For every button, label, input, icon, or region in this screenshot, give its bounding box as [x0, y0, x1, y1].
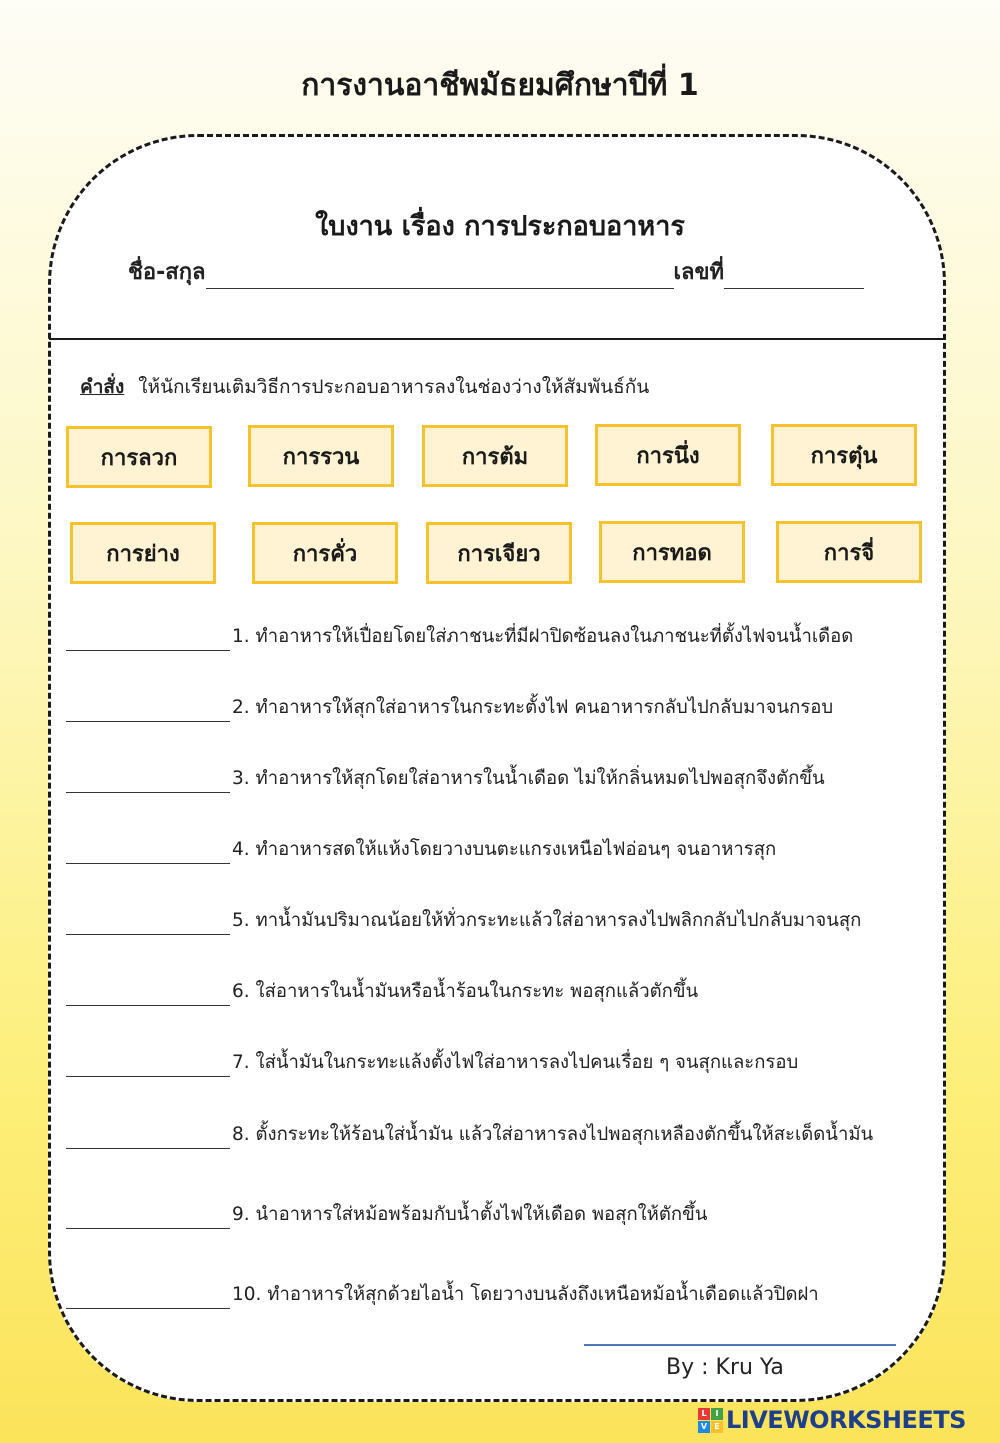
question-text: 10. ทำอาหารให้สุกด้วยไอน้ำ โดยวางบนลังถึงเหนือหม้อน้ำเดือดแล้วปิดฝา	[232, 1284, 819, 1305]
logo-letter: I	[711, 1408, 723, 1420]
answer-blank[interactable]	[66, 1282, 230, 1309]
choice-card[interactable]: การทอด	[599, 521, 745, 583]
answer-blank[interactable]	[66, 1202, 230, 1229]
question-row	[66, 764, 825, 793]
question-text: 1. ทำอาหารให้เปื่อยโดยใส่ภาชนะที่มีฝาปิดซ้อนลงในภาชนะที่ตั้งไฟจนน้ำเดือด	[232, 626, 854, 647]
question-row	[66, 977, 698, 1006]
question-row	[66, 1200, 707, 1229]
number-label: เลขที่	[673, 260, 725, 285]
answer-blank[interactable]	[66, 979, 230, 1006]
question-row	[66, 693, 833, 722]
answer-blank[interactable]	[66, 908, 230, 935]
instruction-label: คำสั่ง	[80, 376, 125, 398]
question-text: 2. ทำอาหารให้สุกใส่อาหารในกระทะตั้งไฟ คนอาหารกลับไปกลับมาจนกรอบ	[232, 697, 834, 718]
choice-card[interactable]: การจี่	[776, 521, 922, 583]
choice-card[interactable]: การคั่ว	[252, 522, 398, 584]
author-credit: By : Kru Ya	[666, 1355, 784, 1380]
choice-card[interactable]: การตุ๋น	[771, 424, 917, 486]
question-row	[66, 1120, 873, 1149]
answer-blank[interactable]	[66, 766, 230, 793]
choice-card[interactable]: การต้ม	[422, 425, 568, 487]
question-text: 4. ทำอาหารสดให้แห้งโดยวางบนตะแกรงเหนือไฟอ่อนๆ จนอาหารสุก	[232, 839, 777, 860]
choice-card[interactable]: การเจียว	[426, 522, 572, 584]
answer-blank[interactable]	[66, 1050, 230, 1077]
question-text: 3. ทำอาหารให้สุกโดยใส่อาหารในน้ำเดือด ไม่ให้กลิ่นหมดไปพอสุกจึงตักขึ้น	[232, 768, 825, 789]
signature-line	[584, 1344, 896, 1346]
question-row	[66, 622, 853, 651]
name-label: ชื่อ-สกุล	[128, 260, 206, 285]
question-text: 7. ใส่น้ำมันในกระทะแล้งตั้งไฟใส่อาหารลงไปคนเรื่อย ๆ จนสุกและกรอบ	[232, 1052, 799, 1073]
question-row	[66, 1280, 819, 1309]
header-divider	[49, 338, 946, 340]
instruction	[80, 372, 649, 402]
name-input-line[interactable]	[206, 262, 674, 289]
choice-card[interactable]: การนึ่ง	[595, 424, 741, 486]
liveworksheets-brand[interactable]	[698, 1406, 966, 1434]
answer-blank[interactable]	[66, 837, 230, 864]
question-row	[66, 1048, 798, 1077]
answer-blank[interactable]	[66, 695, 230, 722]
liveworksheets-logo-icon	[698, 1408, 723, 1433]
brand-name: LIVEWORKSHEETS	[726, 1406, 966, 1434]
question-text: 9. นำอาหารใส่หม้อพร้อมกับน้ำตั้งไฟให้เดือด พอสุกให้ตักขึ้น	[232, 1204, 708, 1225]
choice-card[interactable]: การรวน	[248, 425, 394, 487]
name-row	[128, 254, 864, 289]
page-title: การงานอาชีพมัธยมศึกษาปีที่ 1	[301, 68, 699, 103]
question-text: 5. ทาน้ำมันปริมาณน้อยให้ทั่วกระทะแล้วใส่อาหารลงไปพลิกกลับไปกลับมาจนสุก	[232, 910, 862, 931]
answer-blank[interactable]	[66, 1122, 230, 1149]
logo-letter: E	[711, 1421, 723, 1433]
worksheet-title: ใบงาน เรื่อง การประกอบอาหาร	[315, 211, 685, 242]
choice-card[interactable]: การลวก	[66, 426, 212, 488]
logo-letter: L	[698, 1408, 710, 1420]
question-row	[66, 906, 861, 935]
choice-card[interactable]: การย่าง	[70, 522, 216, 584]
question-text: 8. ตั้งกระทะให้ร้อนใส่น้ำมัน แล้วใส่อาหารลงไปพอสุกเหลืองตักขึ้นให้สะเด็ดน้ำมัน	[232, 1124, 874, 1145]
logo-letter: V	[698, 1421, 710, 1433]
number-input-line[interactable]	[724, 262, 864, 289]
question-text: 6. ใส่อาหารในน้ำมันหรือน้ำร้อนในกระทะ พอสุกแล้วตักขึ้น	[232, 981, 699, 1002]
instruction-text: ให้นักเรียนเติมวิธีการประกอบอาหารลงในช่องว่างให้สัมพันธ์กัน	[138, 376, 650, 398]
answer-blank[interactable]	[66, 624, 230, 651]
question-row	[66, 835, 776, 864]
